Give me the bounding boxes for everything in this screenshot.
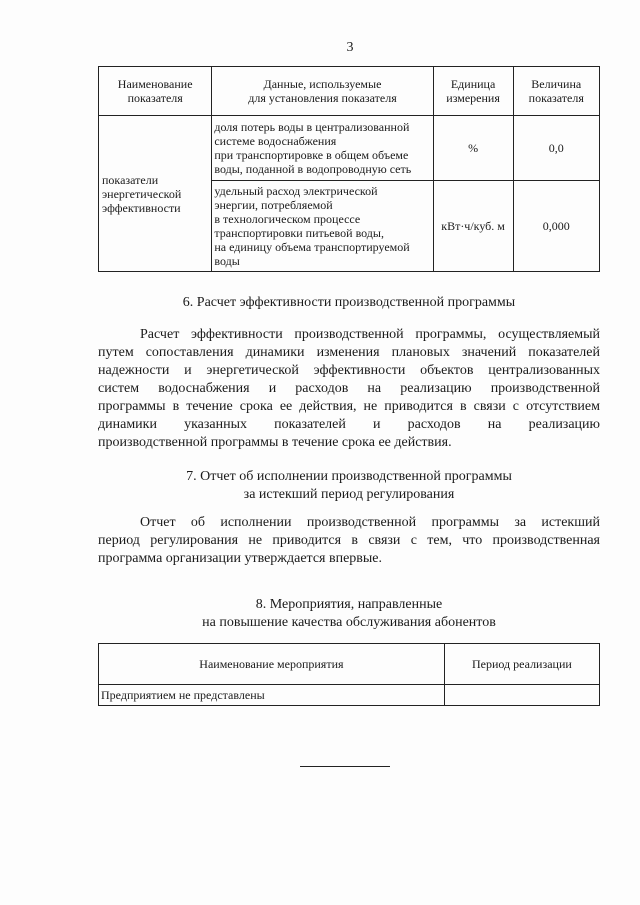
group-name-line: энергетической (102, 186, 182, 201)
description-line: в технологическом процессе (214, 212, 361, 226)
section6-paragraph (98, 326, 600, 452)
header-unit-line: Единица (450, 77, 496, 91)
measures-table (98, 643, 600, 706)
description-line: системе водоснабжения (214, 134, 337, 148)
description-line: воды (214, 254, 240, 268)
section7-paragraph (98, 514, 600, 568)
header-data-line: Данные, используемые (263, 77, 382, 91)
group-name-line: эффективности (102, 200, 181, 215)
description-line: доля потерь воды в централизованной (214, 120, 410, 134)
table-row (99, 685, 600, 706)
indicators-table (98, 66, 600, 272)
description-line: воды, поданной в водопроводную сеть (214, 162, 412, 176)
header-period: Период реализации (444, 644, 599, 685)
paragraph-line: путем сопоставления динамики изменения плановых значений показателей (98, 345, 600, 360)
header-unit-line: измерения (446, 91, 500, 105)
header-name (99, 67, 212, 116)
paragraph-line: динамики указанных показателей и расходов на реализацию (98, 417, 600, 432)
section6-title: 6. Расчет эффективности производственной программы (182, 295, 516, 310)
header-data (212, 67, 433, 116)
paragraph-line: период регулирования не приводится в связи с тем, что производственная (98, 533, 600, 548)
description-line: энергии, потребляемой (214, 198, 333, 212)
section8-title-line: 8. Мероприятия, направленные (255, 597, 443, 612)
header-measure-name: Наименование мероприятия (99, 644, 445, 685)
section8-title (98, 596, 600, 632)
row2-description (212, 181, 433, 272)
description-line: транспортировки питьевой воды, (214, 226, 384, 240)
page-number: 3 (346, 40, 354, 55)
row1-unit: % (433, 116, 513, 181)
header-unit (433, 67, 513, 116)
header-name-line: Наименование (117, 77, 193, 91)
end-divider (300, 766, 390, 767)
header-data-line: для установления показателя (248, 91, 397, 105)
row1-description (212, 116, 433, 181)
row2-value: 0,000 (513, 181, 599, 272)
header-value (513, 67, 599, 116)
paragraph-line: производственной программы в течение срока ее действия. (98, 435, 452, 450)
section7-title-line: за истекший период регулирования (243, 487, 455, 502)
description-line: на единицу объема транспортируемой (214, 240, 410, 254)
table-header-row (99, 644, 600, 685)
description-line: при транспортировке в общем объеме (214, 148, 409, 162)
paragraph-line: Расчет эффективности производственной программы, осуществляемый (140, 327, 600, 342)
section7-title-line: 7. Отчет об исполнении производственной программы (186, 469, 512, 484)
description-line: удельный расход электрической (214, 184, 378, 198)
header-name-line: показателя (127, 91, 183, 105)
paragraph-line: надежности и энергетической эффективности объектов централизованных (98, 363, 600, 378)
paragraph-line: программа организации утверждается впервые. (98, 551, 383, 566)
row2-unit: кВт·ч/куб. м (433, 181, 513, 272)
table-header-row (99, 67, 600, 116)
row1-value: 0,0 (513, 116, 599, 181)
section7-title (98, 468, 600, 504)
table-row (99, 116, 600, 181)
measure-name-cell: Предприятием не представлены (99, 685, 445, 706)
header-value-line: Величина (531, 77, 582, 91)
paragraph-line: программы в течение срока ее действия, не приводится в связи с отсутствием (98, 399, 600, 414)
section8-title-line: на повышение качества обслуживания абонентов (202, 615, 496, 630)
paragraph-line: Отчет об исполнении производственной программы за истекший (140, 515, 600, 530)
header-value-line: показателя (528, 91, 584, 105)
group-name-line: показатели (102, 172, 159, 187)
measure-period-cell (444, 685, 599, 706)
paragraph-line: систем водоснабжения и расходов на реализацию производственной (98, 381, 600, 396)
group-name-cell (99, 116, 212, 272)
